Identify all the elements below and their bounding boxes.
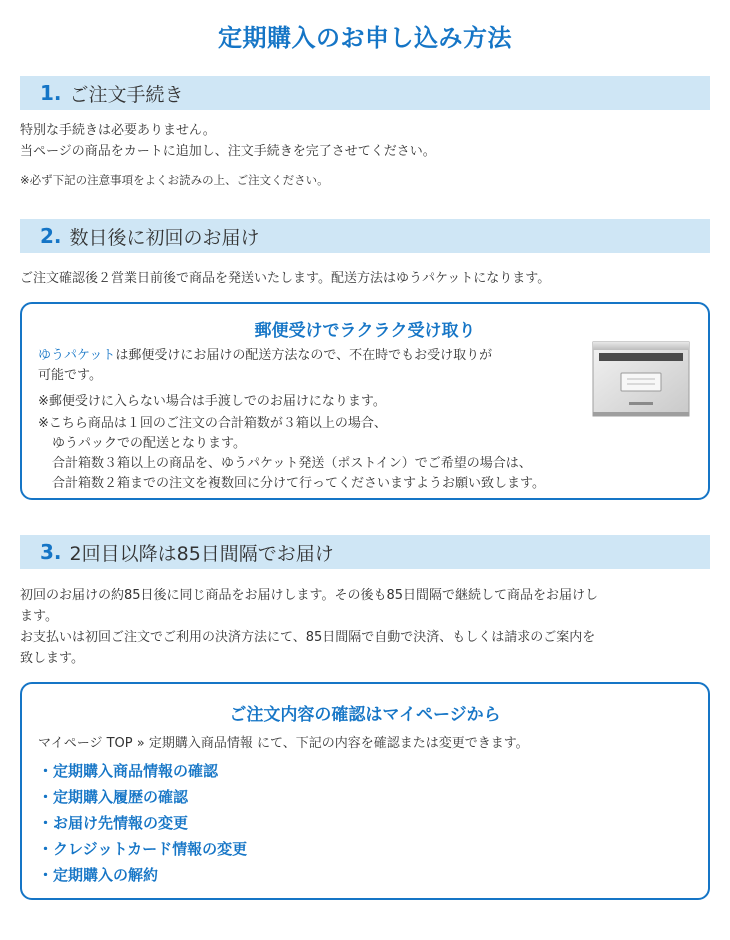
section-1-title: ご注文手続き (69, 83, 184, 106)
mypage-list-item: ・定期購入履歴の確認 (38, 788, 189, 806)
section-1-number: 1. (40, 81, 62, 105)
mypage-list-item: ・クレジットカード情報の変更 (38, 840, 248, 858)
mypage-box-intro: マイページ TOP » 定期購入商品情報 にて、下記の内容を確認または変更できます。 (38, 736, 529, 751)
section-2-number: 2. (40, 224, 62, 248)
delivery-box-note: 合計箱数２箱までの注文を複数回に分けて行ってくださいますようお願い致します。 (52, 476, 545, 491)
yu-packet-link[interactable]: ゆうパケット (38, 348, 116, 363)
section-2-line: ご注文確認後２営業日前後で商品を発送いたします。配送方法はゆうパケットになります。 (20, 271, 551, 286)
section-1-line: 特別な手続きは必要ありません。 (20, 123, 216, 138)
section-2-body (20, 268, 710, 289)
section-3-line: ます。 (20, 609, 58, 624)
section-3-number: 3. (40, 540, 62, 564)
section-3-header (20, 535, 710, 569)
delivery-box-note: ゆうパックでの配送となります。 (52, 436, 246, 451)
section-1-body (20, 120, 710, 162)
mailbox-icon (591, 340, 691, 418)
mypage-box-title: ご注文内容の確認はマイページから (229, 705, 501, 725)
section-3-title: 2回目以降は85日間隔でお届け (69, 542, 334, 565)
delivery-box-line: 可能です。 (38, 368, 102, 383)
section-3-line: 致します。 (20, 651, 84, 666)
delivery-box-line-rest: は郵便受けにお届けの配送方法なので、不在時でもお受け取りが (115, 348, 493, 363)
delivery-info-box (20, 302, 710, 500)
page-title: 定期購入のお申し込み方法 (218, 24, 512, 52)
section-2-title: 数日後に初回のお届け (69, 226, 260, 249)
mypage-list-item: ・定期購入の解約 (38, 866, 159, 884)
delivery-box-title: 郵便受けでラクラク受け取り (254, 321, 476, 341)
mypage-list-item: ・お届け先情報の変更 (38, 814, 189, 832)
section-1-header (20, 76, 710, 110)
section-3-line: 初回のお届けの約85日後に同じ商品をお届けします。その後も85日間隔で継続して商品をお届けし (20, 588, 599, 603)
mypage-list-item: ・定期購入商品情報の確認 (38, 762, 219, 780)
mypage-info-box (20, 682, 710, 900)
delivery-box-line (38, 346, 492, 366)
section-1-line: 当ページの商品をカートに追加し、注文手続きを完了させてください。 (20, 144, 436, 159)
delivery-box-note: 合計箱数３箱以上の商品を、ゆうパケット発送（ポストイン）でご希望の場合は、 (52, 456, 532, 471)
delivery-box-note: ※郵便受けに入らない場合は手渡しでのお届けになります。 (38, 394, 386, 409)
section-2-header (20, 219, 710, 253)
section-1-note: ※必ず下記の注意事項をよくお読みの上、ご注文ください。 (20, 173, 329, 187)
section-3-body (20, 585, 710, 669)
delivery-box-note: ※こちら商品は１回のご注文の合計箱数が３箱以上の場合、 (38, 416, 387, 431)
section-3-line: お支払いは初回ご注文でご利用の決済方法にて、85日間隔で自動で決済、もしくは請求のご案内を (20, 630, 596, 645)
